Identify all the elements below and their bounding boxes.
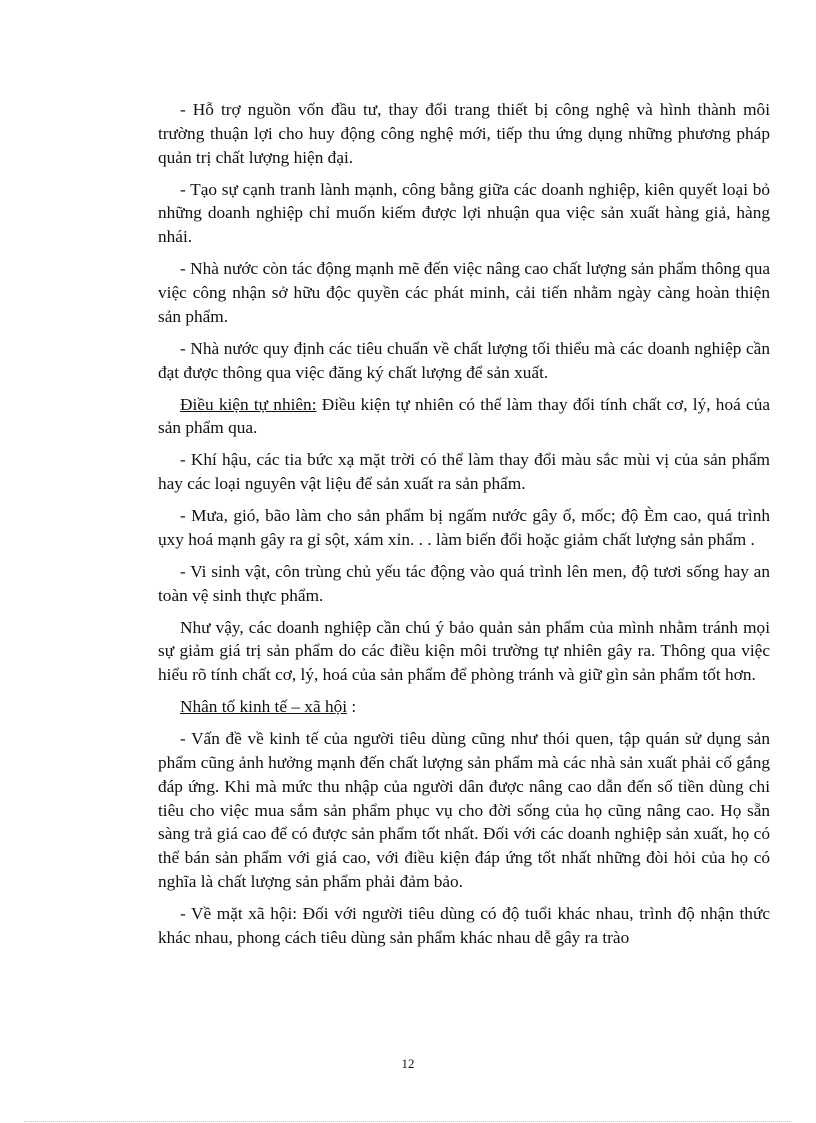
paragraph-climate: - Khí hậu, các tia bức xạ mặt trời có thể làm thay đổi màu sắc mùi vị của sản phẩm hay các loại nguyên vật liệu để sản xuất ra sản phẩm. bbox=[158, 450, 770, 494]
paragraph-patent-recognition: - Nhà nước còn tác động mạnh mẽ đến việc nâng cao chất lượng sản phẩm thông qua việc công nhận sở hữu độc quyền các phát minh, cải tiến nhằm ngày càng hoàn thiện sản phẩm. bbox=[158, 259, 770, 326]
natural-conditions-paragraph bbox=[158, 393, 770, 441]
footer-divider bbox=[24, 1121, 792, 1122]
paragraph-economic-factors: - Vấn đề về kinh tế của người tiêu dùng cũng như thói quen, tập quán sử dụng sản phẩm cũng ảnh hưởng mạnh đến chất lượng sản phẩm mà các nhà sản xuất phải cố gắng đáp ứng. Khi mà mức thu nhập của người dân được nâng cao dẫn đến số tiền dùng chi tiêu cho việc mua sắm sản phẩm phục vụ cho đời sống của họ cũng nâng cao. Họ sẵn sàng trả giá cao để có được sản phẩm tốt nhất. Đối với các doanh nghiệp sản xuất, họ có thể bán sản phẩm với giá cao, với điều kiện đáp ứng tốt nhất những đòi hỏi của họ có nghĩa là chất lượng sản phẩm phải đảm bảo. bbox=[158, 729, 770, 891]
page-body bbox=[158, 98, 770, 958]
page-number: 12 bbox=[401, 1056, 415, 1071]
natural-conditions-heading: Điều kiện tự nhiên: bbox=[180, 394, 317, 414]
socio-economic-heading: Nhân tố kinh tế – xã hội bbox=[180, 697, 348, 717]
paragraph-capital-support: - Hỗ trợ nguồn vốn đầu tư, thay đổi trang thiết bị công nghệ và hình thành môi trường thuận lợi cho huy động công nghệ mới, tiếp thu ứng dụng những phương pháp quản trị chất lượng hiện đại. bbox=[158, 100, 770, 167]
paragraph-weather: - Mưa, gió, bão làm cho sản phẩm bị ngấm nước gây ố, mốc; độ Èm cao, quá trình ụxy hoá mạnh gây ra gỉ sột, xám xỉn. . . làm biến đổi hoặc giảm chất lượng sản phẩm . bbox=[158, 506, 770, 549]
natural-conditions-intro: Điều kiện tự nhiên có thể làm thay đổi tính chất cơ, lý, hoá của sản phẩm qua. bbox=[158, 394, 771, 438]
socio-economic-paragraph bbox=[158, 695, 770, 719]
paragraph-microorganisms: - Vi sinh vật, côn trùng chủ yếu tác động vào quá trình lên men, độ tươi sống hay an toàn vệ sinh thực phẩm. bbox=[158, 561, 770, 605]
paragraph-social-factors: - Về mặt xã hội: Đối với người tiêu dùng có độ tuổi khác nhau, trình độ nhận thức khác nhau, phong cách tiêu dùng sản phẩm khác nhau dễ gây ra trào bbox=[158, 903, 770, 947]
paragraph-quality-standards: - Nhà nước quy định các tiêu chuẩn về chất lượng tối thiểu mà các doanh nghiệp cần đạt được thông qua việc đăng ký chất lượng để sản xuất. bbox=[158, 338, 770, 382]
paragraph-fair-competition: - Tạo sự cạnh tranh lành mạnh, công bằng giữa các doanh nghiệp, kiên quyết loại bỏ những doanh nghiệp chỉ muốn kiếm được lợi nhuận qua việc sản xuất hàng giả, hàng nhái. bbox=[158, 179, 770, 247]
paragraph-natural-summary: Như vậy, các doanh nghiệp cần chú ý bảo quản sản phẩm của mình nhằm tránh mọi sự giảm giá trị sản phẩm do các điều kiện môi trường tự nhiên gây ra. Thông qua việc hiểu rõ tính chất cơ, lý, hoá của sản phẩm để phòng tránh và giữ gìn sản phẩm tốt hơn. bbox=[158, 617, 770, 685]
socio-economic-heading-suffix: : bbox=[347, 697, 357, 717]
